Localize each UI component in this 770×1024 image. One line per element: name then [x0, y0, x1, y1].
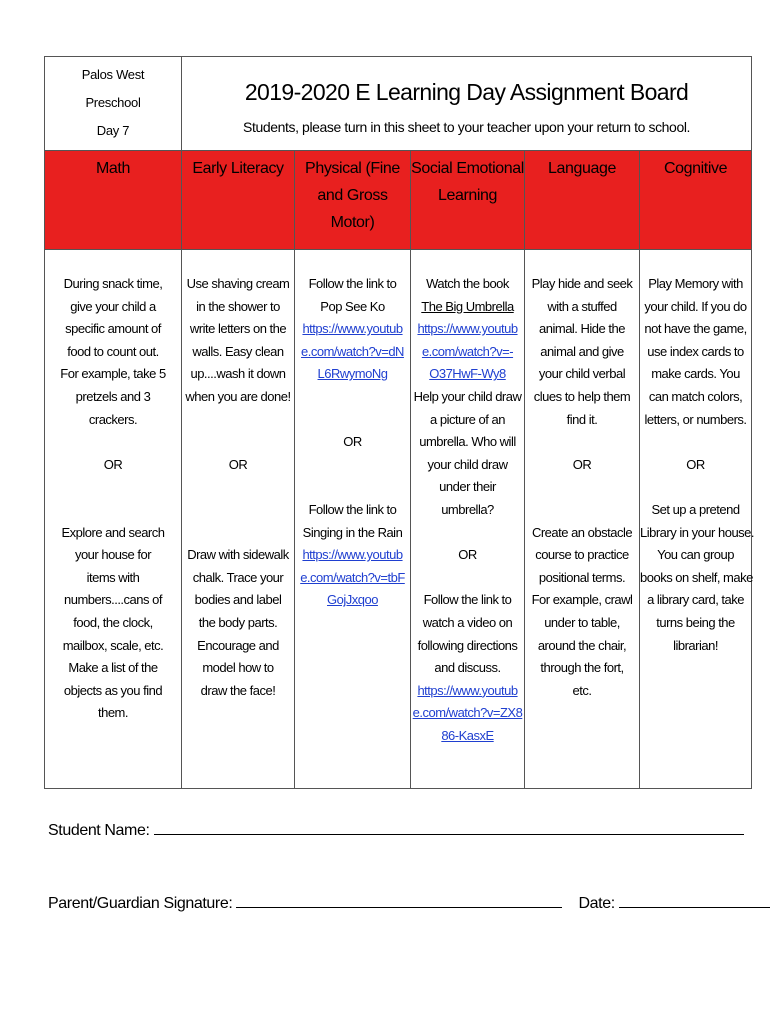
activity-text: under to table,	[544, 614, 620, 630]
activity-text: animal and give	[540, 343, 624, 359]
activity-text: can match colors,	[648, 388, 743, 404]
parent-signature-label: Parent/Guardian Signature:	[48, 895, 233, 912]
assignment-table	[44, 56, 755, 789]
activity-text	[295, 454, 410, 477]
page-subtitle: Students, please turn in this sheet to your teacher upon your return to school.	[243, 119, 691, 135]
activity-text	[45, 476, 181, 499]
activity-cell	[640, 250, 755, 789]
title-row	[45, 57, 752, 151]
parent-signature-field[interactable]	[236, 893, 562, 908]
activity-text	[295, 409, 410, 432]
column-header-line: Social Emotional	[411, 160, 524, 177]
activity-text: etc.	[572, 682, 592, 698]
activity-text: bodies and label	[194, 592, 282, 608]
video-link[interactable]: https://www.youtub	[302, 547, 403, 563]
activity-text: items with	[86, 569, 140, 585]
activity-text	[411, 522, 524, 545]
book-title: The Big Umbrella	[421, 298, 514, 314]
activity-text: clues to help them	[533, 388, 631, 404]
activity-text: For example, crawl	[531, 592, 633, 608]
column-header-line: Learning	[437, 187, 498, 204]
column-header-row	[45, 151, 752, 250]
column-header-line: Physical (Fine	[305, 160, 400, 177]
activity-text: draw the face!	[200, 682, 276, 698]
activity-text: and discuss.	[434, 660, 501, 676]
student-name-line	[48, 820, 744, 840]
activity-text: walls. Easy clean	[192, 343, 284, 359]
activity-text: Help your child draw	[413, 388, 522, 404]
date-label: Date:	[578, 895, 615, 912]
column-header-line: and Gross	[317, 187, 388, 204]
activity-text	[45, 431, 181, 454]
video-link[interactable]: e.com/watch?v=-	[421, 343, 514, 359]
or-separator: OR	[228, 456, 248, 472]
activity-text: make cards. You	[651, 366, 740, 382]
activity-text: Encourage and	[197, 637, 279, 653]
activity-text: books on shelf, make	[640, 569, 753, 585]
or-separator: OR	[343, 434, 362, 450]
assignment-board	[44, 56, 755, 789]
activity-text: Follow the link to	[308, 501, 397, 517]
activity-text: mailbox, scale, etc.	[62, 637, 164, 653]
activity-text: pretzels and 3	[75, 388, 151, 404]
school-program: Preschool	[85, 95, 141, 110]
column-header	[525, 151, 640, 250]
title-cell	[182, 57, 752, 151]
activity-text: a picture of an	[430, 411, 505, 427]
activity-cell	[525, 250, 640, 789]
activity-text: Pop See Ko	[320, 298, 385, 314]
video-link[interactable]: O37HwF-Wy8	[429, 366, 506, 382]
column-header-line: Cognitive	[663, 160, 728, 177]
activity-text	[182, 476, 294, 499]
activity-text	[640, 431, 751, 454]
video-link[interactable]: e.com/watch?v=dN	[301, 343, 404, 359]
activity-text: course to practice	[535, 547, 629, 563]
activity-text: in the shower to	[196, 298, 280, 314]
student-name-label: Student Name:	[48, 822, 150, 839]
activity-text: You can group	[657, 547, 734, 563]
activity-cell	[45, 250, 182, 789]
activity-row	[45, 250, 752, 789]
activity-text: Follow the link to	[423, 592, 512, 608]
column-header	[640, 151, 752, 250]
activity-text: crackers.	[88, 411, 138, 427]
activity-cell	[182, 250, 295, 789]
activity-text	[525, 476, 639, 499]
activity-text: not have the game,	[644, 321, 747, 337]
activity-text: turns being the	[656, 614, 735, 630]
activity-text: food to count out.	[67, 343, 159, 359]
or-separator: OR	[686, 456, 705, 472]
activity-text: Library in your house.	[640, 524, 755, 540]
activity-cell	[295, 250, 411, 789]
video-link[interactable]: e.com/watch?v=ZX8	[412, 705, 523, 721]
date-field[interactable]	[619, 893, 770, 908]
activity-text: use index cards to	[647, 343, 744, 359]
activity-text	[182, 522, 294, 545]
student-name-field[interactable]	[154, 820, 744, 835]
activity-text: the body parts.	[198, 614, 278, 630]
or-separator: OR	[572, 456, 592, 472]
or-separator: OR	[103, 456, 123, 472]
column-header	[45, 151, 182, 250]
activity-text: Play Memory with	[648, 276, 743, 291]
activity-text: objects as you find	[63, 682, 163, 698]
video-link[interactable]: 86-KasxE	[441, 727, 494, 743]
activity-text: your house for	[74, 547, 152, 563]
activity-text: your child draw	[427, 456, 508, 472]
activity-text: up....wash it down	[190, 366, 286, 382]
activity-text	[182, 431, 294, 454]
video-link[interactable]: https://www.youtub	[417, 321, 518, 337]
activity-text: around the chair,	[537, 637, 627, 653]
activity-text: Follow the link to	[308, 276, 397, 291]
activity-text: model how to	[202, 660, 274, 676]
activity-text	[295, 476, 410, 499]
video-link[interactable]: https://www.youtub	[417, 682, 518, 698]
column-header-line: Language	[548, 160, 616, 177]
activity-text: For example, take 5	[60, 366, 166, 382]
activity-text	[182, 499, 294, 522]
signature-line	[48, 893, 770, 913]
activity-text: with a stuffed	[547, 298, 617, 314]
activity-text: letters, or numbers.	[644, 411, 747, 427]
activity-text: Use shaving cream	[186, 276, 290, 291]
activity-text: chalk. Trace your	[192, 569, 284, 585]
activity-text	[640, 476, 751, 499]
activity-text: positional terms.	[538, 569, 626, 585]
video-link[interactable]: https://www.youtub	[302, 321, 403, 337]
column-header-line: Early Literacy	[192, 160, 284, 177]
activity-text: watch a video on	[422, 614, 513, 630]
video-link[interactable]: L6RwymoNg	[317, 366, 388, 382]
page-title: 2019-2020 E Learning Day Assignment Board	[244, 79, 689, 105]
activity-cell	[411, 250, 525, 789]
activity-text: numbers....cans of	[64, 592, 162, 608]
activity-text	[45, 499, 181, 522]
activity-text: following directions	[417, 637, 518, 653]
activity-text: animal. Hide the	[539, 321, 625, 337]
column-header-line: Math	[96, 160, 130, 177]
activity-text	[295, 386, 410, 409]
activity-text: a library card, take	[647, 592, 744, 608]
video-link[interactable]: GojJxqoo	[327, 592, 378, 608]
activity-text: your child. If you do	[644, 298, 747, 314]
activity-text	[182, 409, 294, 432]
activity-text: Play hide and seek	[531, 276, 633, 291]
school-name: Palos West	[81, 67, 145, 82]
activity-text: Make a list of the	[68, 660, 158, 676]
activity-text	[525, 499, 639, 522]
activity-text	[525, 431, 639, 454]
activity-text: librarian!	[673, 637, 718, 653]
day-label: Day 7	[96, 123, 130, 138]
activity-text: food, the clock,	[73, 614, 153, 630]
column-header	[411, 151, 525, 250]
activity-text: Explore and search	[61, 524, 165, 540]
activity-text	[411, 567, 524, 590]
activity-text: when you are done!	[185, 388, 291, 404]
column-header-line: Motor)	[330, 214, 375, 231]
activity-text: through the fort,	[540, 660, 624, 676]
or-separator: OR	[458, 547, 477, 563]
activity-text: Set up a pretend	[651, 501, 740, 517]
activity-text: your child verbal	[538, 366, 626, 382]
activity-text: specific amount of	[65, 321, 161, 337]
school-info	[45, 57, 182, 151]
activity-text: Watch the book	[426, 276, 509, 291]
activity-text: find it.	[566, 411, 598, 427]
activity-text: them.	[97, 705, 128, 721]
activity-text: Singing in the Rain	[302, 524, 403, 540]
activity-text: umbrella. Who will	[419, 434, 516, 450]
activity-text: Create an obstacle	[531, 524, 633, 540]
column-header	[295, 151, 411, 250]
activity-text: umbrella?	[441, 501, 494, 517]
activity-text: Draw with sidewalk	[187, 547, 289, 563]
column-header	[182, 151, 295, 250]
activity-text: write letters on the	[189, 321, 287, 337]
activity-text: give your child a	[70, 298, 156, 314]
activity-text: under their	[439, 479, 496, 495]
video-link[interactable]: e.com/watch?v=tbF	[300, 569, 405, 585]
activity-text: During snack time,	[63, 276, 163, 291]
